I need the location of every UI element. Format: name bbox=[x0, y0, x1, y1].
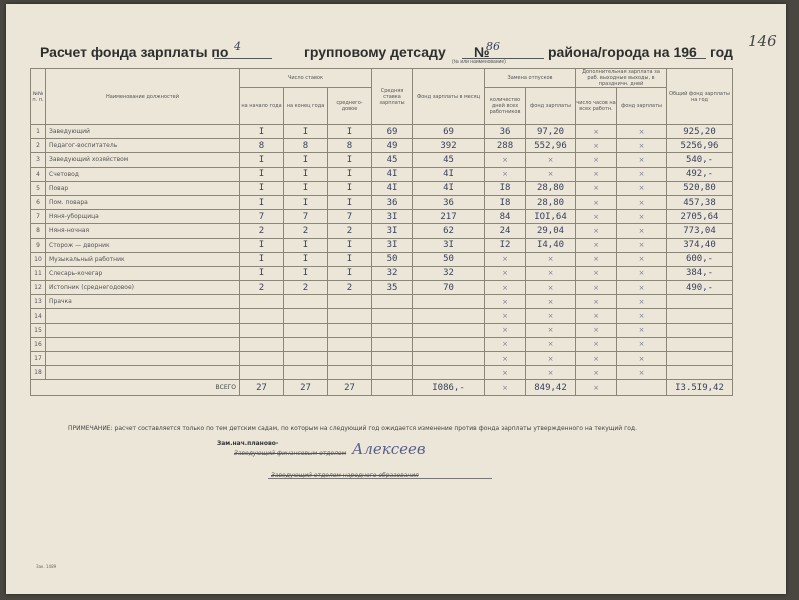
cell-s1: 7 bbox=[240, 210, 284, 224]
cell-no: 13 bbox=[31, 295, 46, 309]
cell-eh: × bbox=[576, 238, 617, 252]
cell-eh: × bbox=[576, 309, 617, 323]
cell-zd: I8 bbox=[485, 181, 526, 195]
cell-total: 520,80 bbox=[667, 181, 733, 195]
table-row bbox=[31, 167, 733, 181]
cell-zf: × bbox=[526, 295, 576, 309]
cell-s1: I bbox=[240, 252, 284, 266]
totals-fund: I086,- bbox=[413, 380, 485, 396]
cell-ef: × bbox=[617, 337, 667, 351]
header-extra: Дополнительная зарплата за раб. выходные выходы, в праздничн. дней bbox=[576, 69, 667, 88]
signature-title-printed: Заведующий финансовым отделом bbox=[234, 450, 347, 457]
handwritten-signature: Алексеев bbox=[352, 440, 426, 458]
cell-total: 492,- bbox=[667, 167, 733, 181]
cell-name: Прачка bbox=[46, 295, 240, 309]
cell-s1: I bbox=[240, 238, 284, 252]
cell-rate bbox=[372, 366, 413, 380]
header-zamena: Замена отпусков bbox=[485, 69, 576, 88]
cell-rate: 50 bbox=[372, 252, 413, 266]
cell-zf: × bbox=[526, 153, 576, 167]
totals-eh: × bbox=[576, 380, 617, 396]
cell-ef: × bbox=[617, 366, 667, 380]
cell-zd: 84 bbox=[485, 210, 526, 224]
cell-no: 18 bbox=[31, 366, 46, 380]
cell-s1 bbox=[240, 323, 284, 337]
cell-s1: I bbox=[240, 181, 284, 195]
header-total: Общий фонд зарплаты на год bbox=[667, 69, 733, 125]
cell-zf: 97,20 bbox=[526, 125, 576, 139]
cell-s1 bbox=[240, 366, 284, 380]
cell-zd: × bbox=[485, 309, 526, 323]
cell-name: Заведующий хозяйством bbox=[46, 153, 240, 167]
cell-zf: × bbox=[526, 337, 576, 351]
cell-s2 bbox=[284, 366, 328, 380]
cell-s2: 8 bbox=[284, 139, 328, 153]
cell-ef: × bbox=[617, 125, 667, 139]
cell-name bbox=[46, 309, 240, 323]
cell-rate: 69 bbox=[372, 125, 413, 139]
cell-s3 bbox=[328, 323, 372, 337]
table-row bbox=[31, 181, 733, 195]
cell-zf: × bbox=[526, 266, 576, 280]
cell-total bbox=[667, 295, 733, 309]
totals-zd: × bbox=[485, 380, 526, 396]
cell-total: 925,20 bbox=[667, 125, 733, 139]
cell-s3 bbox=[328, 337, 372, 351]
cell-s3 bbox=[328, 352, 372, 366]
title-number-handwritten: 4 bbox=[234, 40, 241, 53]
cell-ef: × bbox=[617, 252, 667, 266]
header-stavki-end: на конец года bbox=[284, 88, 328, 125]
cell-no: 17 bbox=[31, 352, 46, 366]
cell-no: 16 bbox=[31, 337, 46, 351]
cell-eh: × bbox=[576, 323, 617, 337]
title-note: (№ или наименование) bbox=[452, 59, 506, 65]
cell-eh: × bbox=[576, 167, 617, 181]
table-row bbox=[31, 366, 733, 380]
cell-s1: 2 bbox=[240, 224, 284, 238]
table-row bbox=[31, 139, 733, 153]
cell-zf: × bbox=[526, 309, 576, 323]
cell-s1: I bbox=[240, 125, 284, 139]
cell-fund: 4I bbox=[413, 181, 485, 195]
cell-rate: 4I bbox=[372, 167, 413, 181]
header-extra-fund: фонд зарплаты bbox=[617, 88, 667, 125]
cell-s2: I bbox=[284, 153, 328, 167]
table-row bbox=[31, 195, 733, 209]
cell-s2 bbox=[284, 323, 328, 337]
table-row bbox=[31, 295, 733, 309]
cell-no: 10 bbox=[31, 252, 46, 266]
cell-name: Заведующий bbox=[46, 125, 240, 139]
cell-fund bbox=[413, 352, 485, 366]
cell-s3: I bbox=[328, 181, 372, 195]
header-avg-rate: Средняя ставка зарплаты bbox=[372, 69, 413, 125]
header-extra-hours: число часов на всех работн. bbox=[576, 88, 617, 125]
cell-name: Истопник (среднегодовое) bbox=[46, 281, 240, 295]
cell-rate: 4I bbox=[372, 181, 413, 195]
cell-rate bbox=[372, 323, 413, 337]
cell-fund: 50 bbox=[413, 252, 485, 266]
cell-zf: 29,04 bbox=[526, 224, 576, 238]
cell-s3 bbox=[328, 309, 372, 323]
cell-eh: × bbox=[576, 125, 617, 139]
cell-name bbox=[46, 366, 240, 380]
cell-eh: × bbox=[576, 252, 617, 266]
cell-no: 9 bbox=[31, 238, 46, 252]
cell-fund bbox=[413, 337, 485, 351]
header-zamena-days: количество дней всех работников bbox=[485, 88, 526, 125]
cell-zf: × bbox=[526, 281, 576, 295]
cell-s2: I bbox=[284, 167, 328, 181]
document-sheet bbox=[6, 4, 786, 594]
cell-name: Музыкальный работник bbox=[46, 252, 240, 266]
cell-zd: × bbox=[485, 295, 526, 309]
cell-s3: I bbox=[328, 252, 372, 266]
cell-eh: × bbox=[576, 295, 617, 309]
cell-fund: 45 bbox=[413, 153, 485, 167]
cell-name: Сторож — дворник bbox=[46, 238, 240, 252]
cell-fund: 62 bbox=[413, 224, 485, 238]
cell-s3: I bbox=[328, 167, 372, 181]
cell-name: Педагог-воспитатель bbox=[46, 139, 240, 153]
cell-total bbox=[667, 323, 733, 337]
cell-eh: × bbox=[576, 210, 617, 224]
header-stavki-start: на начало года bbox=[240, 88, 284, 125]
cell-s3: I bbox=[328, 238, 372, 252]
cell-no: 8 bbox=[31, 224, 46, 238]
cell-rate: 32 bbox=[372, 266, 413, 280]
cell-fund: 36 bbox=[413, 195, 485, 209]
cell-fund bbox=[413, 295, 485, 309]
cell-s3: 2 bbox=[328, 281, 372, 295]
title-part-3: № bbox=[474, 44, 490, 60]
cell-eh: × bbox=[576, 337, 617, 351]
cell-zd: × bbox=[485, 366, 526, 380]
signature-title-stamp: Зам.нач.планово- bbox=[217, 440, 279, 447]
cell-ef: × bbox=[617, 281, 667, 295]
cell-ef: × bbox=[617, 352, 667, 366]
table-row bbox=[31, 337, 733, 351]
title-part-2: групповому детсаду bbox=[304, 44, 446, 60]
cell-no: 14 bbox=[31, 309, 46, 323]
header-no: №№ п. п. bbox=[31, 69, 46, 125]
totals-s1: 27 bbox=[240, 380, 284, 396]
cell-s3: I bbox=[328, 195, 372, 209]
cell-rate bbox=[372, 309, 413, 323]
cell-s2: I bbox=[284, 125, 328, 139]
cell-name: Няня-ночная bbox=[46, 224, 240, 238]
signature-head-title: Заведующий отделом народного образования bbox=[271, 472, 419, 479]
cell-rate: 45 bbox=[372, 153, 413, 167]
cell-s2: 7 bbox=[284, 210, 328, 224]
cell-s2: I bbox=[284, 252, 328, 266]
cell-rate: 3I bbox=[372, 210, 413, 224]
cell-rate bbox=[372, 295, 413, 309]
cell-zf: × bbox=[526, 252, 576, 266]
cell-zf: 28,80 bbox=[526, 195, 576, 209]
header-zamena-fund: фонд зарплаты bbox=[526, 88, 576, 125]
cell-s2: I bbox=[284, 195, 328, 209]
cell-s3 bbox=[328, 295, 372, 309]
cell-zd: × bbox=[485, 352, 526, 366]
cell-s2: 2 bbox=[284, 224, 328, 238]
cell-name: Няня-уборщица bbox=[46, 210, 240, 224]
cell-eh: × bbox=[576, 181, 617, 195]
header-month-fund: Фонд зарплаты в месяц bbox=[413, 69, 485, 125]
cell-fund: 32 bbox=[413, 266, 485, 280]
cell-s1: 2 bbox=[240, 281, 284, 295]
cell-zf: × bbox=[526, 366, 576, 380]
totals-label: ВСЕГО bbox=[31, 380, 240, 396]
cell-ef: × bbox=[617, 309, 667, 323]
header-name: Наименование должностей bbox=[46, 69, 240, 125]
cell-no: 11 bbox=[31, 266, 46, 280]
cell-total bbox=[667, 352, 733, 366]
cell-total: 374,40 bbox=[667, 238, 733, 252]
cell-fund: 70 bbox=[413, 281, 485, 295]
cell-eh: × bbox=[576, 281, 617, 295]
cell-name bbox=[46, 323, 240, 337]
cell-s2: 2 bbox=[284, 281, 328, 295]
cell-zf: 552,96 bbox=[526, 139, 576, 153]
cell-total: 773,04 bbox=[667, 224, 733, 238]
table-row bbox=[31, 224, 733, 238]
cell-s1 bbox=[240, 352, 284, 366]
cell-s3: I bbox=[328, 125, 372, 139]
totals-zf: 849,42 bbox=[526, 380, 576, 396]
title-part-4: района/города на 196 bbox=[548, 44, 697, 60]
totals-s2: 27 bbox=[284, 380, 328, 396]
cell-zf: × bbox=[526, 323, 576, 337]
cell-rate: 3I bbox=[372, 238, 413, 252]
cell-total: 384,- bbox=[667, 266, 733, 280]
table-row bbox=[31, 309, 733, 323]
table-row bbox=[31, 153, 733, 167]
table-row bbox=[31, 125, 733, 139]
cell-total bbox=[667, 309, 733, 323]
cell-s2 bbox=[284, 309, 328, 323]
cell-s1: I bbox=[240, 153, 284, 167]
cell-ef: × bbox=[617, 195, 667, 209]
cell-zd: 24 bbox=[485, 224, 526, 238]
cell-rate bbox=[372, 352, 413, 366]
table-row bbox=[31, 323, 733, 337]
cell-ef: × bbox=[617, 323, 667, 337]
cell-fund: 3I bbox=[413, 238, 485, 252]
cell-s1 bbox=[240, 309, 284, 323]
cell-rate: 49 bbox=[372, 139, 413, 153]
cell-s1: I bbox=[240, 266, 284, 280]
cell-s2: I bbox=[284, 266, 328, 280]
cell-s3: 7 bbox=[328, 210, 372, 224]
cell-no: 2 bbox=[31, 139, 46, 153]
title-kindergarten-number: 86 bbox=[486, 40, 500, 53]
cell-no: 15 bbox=[31, 323, 46, 337]
cell-s2 bbox=[284, 337, 328, 351]
cell-fund bbox=[413, 366, 485, 380]
cell-eh: × bbox=[576, 139, 617, 153]
cell-zd: 36 bbox=[485, 125, 526, 139]
cell-total: 490,- bbox=[667, 281, 733, 295]
cell-zd: 288 bbox=[485, 139, 526, 153]
table-row bbox=[31, 252, 733, 266]
table-row bbox=[31, 352, 733, 366]
cell-ef: × bbox=[617, 266, 667, 280]
cell-s3: 8 bbox=[328, 139, 372, 153]
cell-ef: × bbox=[617, 139, 667, 153]
cell-s1: 8 bbox=[240, 139, 284, 153]
cell-s2 bbox=[284, 352, 328, 366]
table-row bbox=[31, 281, 733, 295]
cell-eh: × bbox=[576, 224, 617, 238]
cell-eh: × bbox=[576, 153, 617, 167]
cell-zd: × bbox=[485, 266, 526, 280]
totals-s3: 27 bbox=[328, 380, 372, 396]
cell-total: 457,38 bbox=[667, 195, 733, 209]
footnote: ПРИМЕЧАНИЕ: расчет составляется только по тем детским садам, по которым на следующий год ожидается изменение против фонда зарплаты утвержденного на текущий год. bbox=[68, 425, 637, 432]
cell-zd: × bbox=[485, 323, 526, 337]
cell-fund: 392 bbox=[413, 139, 485, 153]
cell-name: Повар bbox=[46, 181, 240, 195]
cell-fund: 217 bbox=[413, 210, 485, 224]
printer-imprint: Зак. 1489 bbox=[36, 564, 57, 569]
title-part-5: год bbox=[710, 44, 733, 60]
cell-no: 12 bbox=[31, 281, 46, 295]
cell-ef: × bbox=[617, 210, 667, 224]
cell-s1 bbox=[240, 295, 284, 309]
totals-total: I3.5I9,42 bbox=[667, 380, 733, 396]
cell-rate bbox=[372, 337, 413, 351]
cell-zf: × bbox=[526, 352, 576, 366]
cell-s2: I bbox=[284, 181, 328, 195]
table-row bbox=[31, 210, 733, 224]
cell-name: Слесарь-кочегар bbox=[46, 266, 240, 280]
cell-zd: × bbox=[485, 281, 526, 295]
cell-s2: I bbox=[284, 238, 328, 252]
cell-zd: × bbox=[485, 337, 526, 351]
cell-name: Пом. повара bbox=[46, 195, 240, 209]
cell-rate: 3I bbox=[372, 224, 413, 238]
cell-ef: × bbox=[617, 167, 667, 181]
cell-zf: IOI,64 bbox=[526, 210, 576, 224]
cell-fund bbox=[413, 323, 485, 337]
cell-total bbox=[667, 366, 733, 380]
cell-eh: × bbox=[576, 366, 617, 380]
cell-ef: × bbox=[617, 153, 667, 167]
cell-zf: 28,80 bbox=[526, 181, 576, 195]
cell-eh: × bbox=[576, 195, 617, 209]
cell-ef: × bbox=[617, 181, 667, 195]
cell-no: 6 bbox=[31, 195, 46, 209]
cell-zd: × bbox=[485, 153, 526, 167]
cell-total: 5256,96 bbox=[667, 139, 733, 153]
totals-row bbox=[31, 380, 733, 396]
cell-no: 7 bbox=[31, 210, 46, 224]
cell-eh: × bbox=[576, 352, 617, 366]
cell-name bbox=[46, 337, 240, 351]
cell-zd: I2 bbox=[485, 238, 526, 252]
cell-fund: 4I bbox=[413, 167, 485, 181]
cell-total: 600,- bbox=[667, 252, 733, 266]
cell-total: 540,- bbox=[667, 153, 733, 167]
cell-no: 5 bbox=[31, 181, 46, 195]
cell-s3: I bbox=[328, 266, 372, 280]
cell-no: 1 bbox=[31, 125, 46, 139]
cell-s1 bbox=[240, 337, 284, 351]
cell-no: 3 bbox=[31, 153, 46, 167]
cell-s2 bbox=[284, 295, 328, 309]
page-number: 146 bbox=[748, 32, 777, 50]
cell-zf: × bbox=[526, 167, 576, 181]
cell-name bbox=[46, 352, 240, 366]
cell-ef: × bbox=[617, 295, 667, 309]
cell-s1: I bbox=[240, 167, 284, 181]
table-row bbox=[31, 266, 733, 280]
cell-s3: 2 bbox=[328, 224, 372, 238]
cell-s3: I bbox=[328, 153, 372, 167]
cell-total: 2705,64 bbox=[667, 210, 733, 224]
cell-fund: 69 bbox=[413, 125, 485, 139]
cell-rate: 36 bbox=[372, 195, 413, 209]
header-stavki: Число ставок bbox=[240, 69, 372, 88]
cell-zd: I8 bbox=[485, 195, 526, 209]
cell-ef: × bbox=[617, 224, 667, 238]
cell-total bbox=[667, 337, 733, 351]
cell-zd: × bbox=[485, 167, 526, 181]
title-part-1: Расчет фонда зарплаты по bbox=[40, 44, 229, 60]
header-stavki-avg: среднего- довое bbox=[328, 88, 372, 125]
cell-ef: × bbox=[617, 238, 667, 252]
cell-fund bbox=[413, 309, 485, 323]
cell-zd: × bbox=[485, 252, 526, 266]
cell-rate: 35 bbox=[372, 281, 413, 295]
cell-zf: I4,40 bbox=[526, 238, 576, 252]
cell-eh: × bbox=[576, 266, 617, 280]
cell-s1: I bbox=[240, 195, 284, 209]
table-row bbox=[31, 238, 733, 252]
cell-no: 4 bbox=[31, 167, 46, 181]
cell-s3 bbox=[328, 366, 372, 380]
salary-table bbox=[30, 68, 733, 396]
cell-name: Счетовод bbox=[46, 167, 240, 181]
